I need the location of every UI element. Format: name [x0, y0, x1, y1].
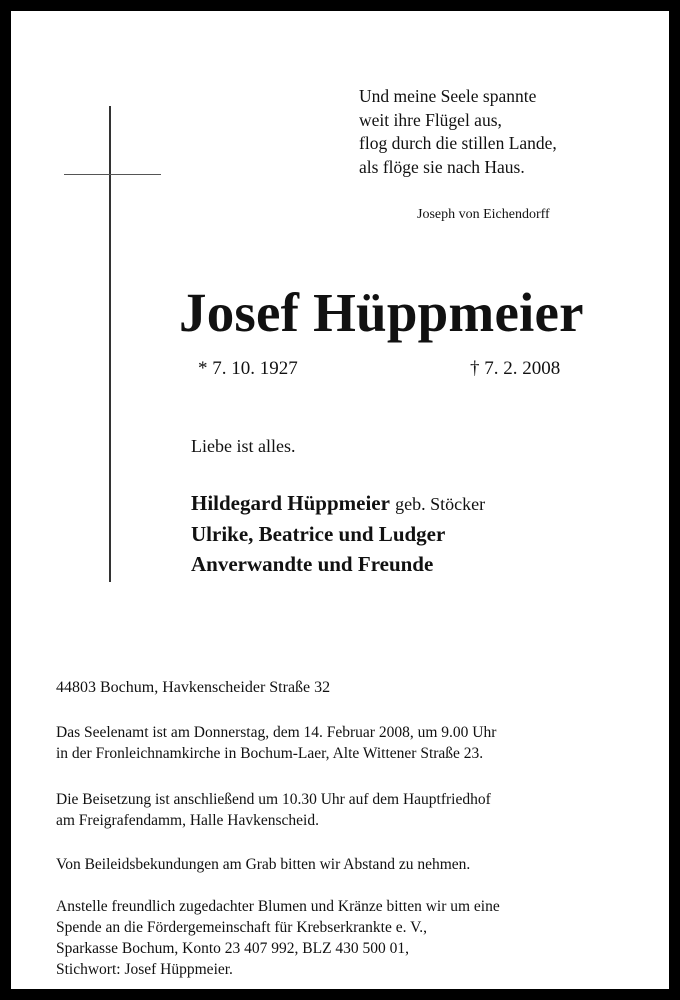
- poem: [359, 85, 557, 179]
- paragraph-line: Stichwort: Josef Hüppmeier.: [56, 961, 233, 978]
- paragraph-line: am Freigrafendamm, Halle Havkenscheid.: [56, 812, 319, 829]
- paragraph-line: in der Fronleichnamkirche in Bochum-Laer, Alte Wittener Straße 23.: [56, 745, 484, 762]
- deceased-name: Josef Hüppmeier: [179, 282, 584, 343]
- poem-line: weit ihre Flügel aus,: [359, 109, 502, 130]
- mourner-line: Anverwandte und Freunde: [191, 552, 434, 576]
- maiden-name-note: geb. Stöcker: [395, 494, 486, 514]
- mourner-line: [191, 488, 485, 519]
- mourner-name: Hildegard Hüppmeier: [191, 491, 390, 515]
- cross-vertical-bar: [109, 106, 111, 582]
- paragraph-line: Das Seelenamt ist am Donnerstag, dem 14. Februar 2008, um 9.00 Uhr: [56, 724, 497, 741]
- paragraph-condolences: [56, 854, 470, 875]
- paragraph-requiem: [56, 722, 496, 764]
- mourner-line: Ulrike, Beatrice und Ludger: [191, 522, 446, 546]
- poem-line: flog durch die stillen Lande,: [359, 133, 557, 153]
- paragraph-line: Die Beisetzung ist anschließend um 10.30 Uhr auf dem Hauptfriedhof: [56, 791, 491, 808]
- address: 44803 Bochum, Havkenscheider Straße 32: [56, 679, 331, 696]
- paragraph-line: Spende an die Fördergemeinschaft für Krebserkrankte e. V.,: [56, 919, 428, 936]
- motto: Liebe ist alles.: [191, 436, 296, 456]
- poem-line: Und meine Seele spannte: [359, 86, 537, 106]
- paragraph-donation: [56, 896, 500, 980]
- poem-author: Joseph von Eichendorff: [417, 207, 550, 222]
- birth-date: * 7. 10. 1927: [198, 358, 298, 379]
- paragraph-burial: [56, 789, 491, 831]
- death-date: † 7. 2. 2008: [470, 358, 561, 379]
- mourners-list: [191, 488, 485, 579]
- poem-line: als flöge sie nach Haus.: [359, 156, 525, 177]
- paragraph-line: Von Beileidsbekundungen am Grab bitten wir Abstand zu nehmen.: [56, 856, 471, 873]
- paragraph-line: Anstelle freundlich zugedachter Blumen und Kränze bitten wir um eine: [56, 898, 500, 915]
- cross-horizontal-bar: [64, 174, 161, 175]
- paragraph-line: Sparkasse Bochum, Konto 23 407 992, BLZ 430 500 01,: [56, 940, 410, 957]
